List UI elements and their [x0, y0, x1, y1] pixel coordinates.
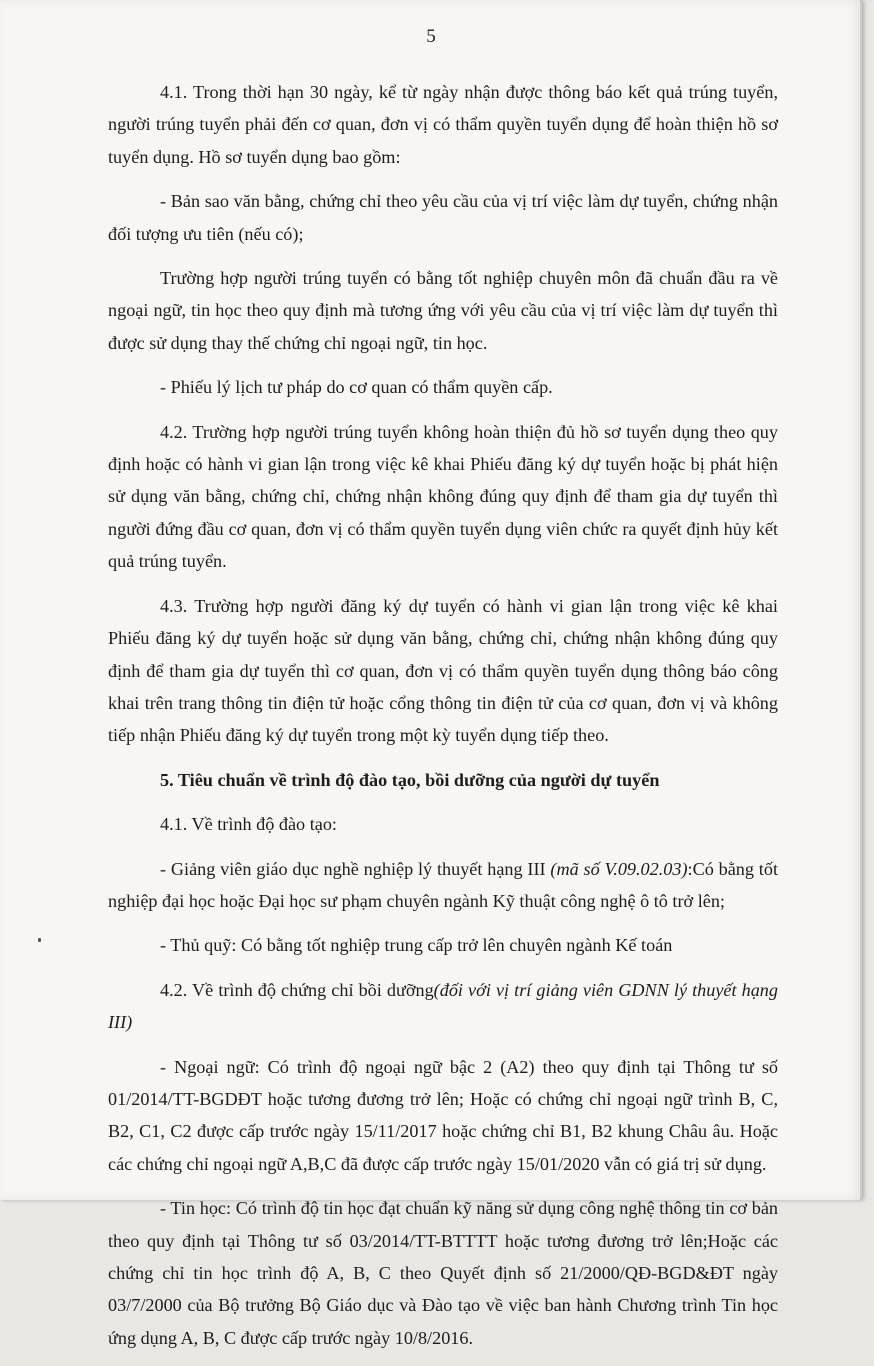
certificate-level-note: (đối với vị trí giảng viên GDNN lý thuyết hạng III)	[108, 979, 778, 1033]
lecturer-degree-text: :Có bằng tốt nghiệp đại học hoặc Đại học sư phạm chuyên ngành Kỹ thuật công nghệ ô tô trở lên;	[108, 858, 779, 911]
paragraph-copy-certificates: - Bản sao văn bằng, chứng chỉ theo yêu cầu của vị trí việc làm dự tuyển, chứng nhận đối tượng ưu tiên (nếu có);	[108, 191, 778, 244]
lecturer-code: (mã số V.09.02.03)	[550, 858, 688, 879]
paragraph-lecturer-requirement	[108, 853, 778, 918]
page-edge-shadow	[860, 0, 862, 1200]
lecturer-text: - Giảng viên giáo dục nghề nghiệp lý thuyết hạng III	[160, 858, 551, 879]
certificate-level-text: 4.2. Về trình độ chứng chỉ bồi dưỡng	[160, 979, 434, 1000]
paragraph-4-2-incomplete: 4.2. Trường hợp người trúng tuyển không hoàn thiện đủ hồ sơ tuyển dụng theo quy định hoặc có hành vi gian lận trong việc kê khai Phiếu đăng ký dự tuyển hoặc bị phát hiện sử dụng văn bằng, chứng chỉ, chứng nhận không đúng quy định để tham gia dự tuyển thì người đứng đầu cơ quan, đơn vị có thẩm quyền tuyển dụng viên chức ra quyết định hủy kết quả trúng tuyển.	[108, 421, 778, 572]
paragraph-4-3-fraud: 4.3. Trường hợp người đăng ký dự tuyển có hành vi gian lận trong việc kê khai Phiếu đăng ký dự tuyển hoặc sử dụng văn bằng, chứng chỉ, chứng nhận không đúng quy định để tham gia dự tuyển thì cơ quan, đơn vị có thẩm quyền tuyển dụng thông báo công khai trên trang thông tin điện tử hoặc cổng thông tin điện tử của cơ quan, đơn vị và không tiếp nhận Phiếu đăng ký dự tuyển trong một kỳ tuyển dụng tiếp theo.	[108, 595, 778, 746]
section-heading-5: 5. Tiêu chuẩn về trình độ đào tạo, bồi dưỡng của người dự tuyển	[160, 769, 660, 790]
paragraph-certificate-level	[108, 974, 778, 1039]
document-body	[108, 76, 778, 1366]
paragraph-4-1-deadline: 4.1. Trong thời hạn 30 ngày, kể từ ngày nhận được thông báo kết quả trúng tuyển, người trúng tuyển phải đến cơ quan, đơn vị có thẩm quyền tuyển dụng để hoàn thiện hồ sơ tuyển dụng. Hồ sơ tuyển dụng bao gồm:	[108, 82, 778, 167]
paragraph-treasurer-requirement: - Thủ quỹ: Có bằng tốt nghiệp trung cấp trở lên chuyên ngành Kế toán	[160, 935, 673, 956]
page-number: 5	[426, 26, 436, 47]
paragraph-informatics: - Tin học: Có trình độ tin học đạt chuẩn kỹ năng sử dụng công nghệ thông tin cơ bản theo quy định tại Thông tư số 03/2014/TT-BTTTT hoặc tương đương trở lên;Hoặc các chứng chỉ tin học trình độ A, B, C theo Quyết định số 21/2000/QĐ-BGD&ĐT ngày 03/7/2000 của Bộ trưởng Bộ Giáo dục và Đào tạo về việc ban hành Chương trình Tin học ứng dụng A, B, C được cấp trước ngày 10/8/2016.	[108, 1198, 778, 1348]
paragraph-degree-substitute: Trường hợp người trúng tuyển có bằng tốt nghiệp chuyên môn đã chuẩn đầu ra về ngoại ngữ, tin học theo quy định mà tương ứng với yêu cầu của vị trí việc làm dự tuyển thì được sử dụng thay thế chứng chỉ ngoại ngữ, tin học.	[108, 268, 778, 353]
paragraph-training-level: 4.1. Về trình độ đào tạo:	[160, 814, 337, 835]
paragraph-judicial-record: - Phiếu lý lịch tư pháp do cơ quan có thẩm quyền cấp.	[160, 377, 553, 398]
scan-speck	[38, 938, 41, 942]
paragraph-foreign-language: - Ngoại ngữ: Có trình độ ngoại ngữ bậc 2 (A2) theo quy định tại Thông tư số 01/2014/TT-BGDĐT hoặc tương đương trở lên; Hoặc có chứng chỉ ngoại ngữ trình B, C, B2, C1, C2 được cấp trước ngày 15/11/2017 hoặc chứng chỉ B1, B2 khung Châu âu. Hoặc các chứng chỉ ngoại ngữ A,B,C đã được cấp trước ngày 15/01/2020 vẫn có giá trị sử dụng.	[108, 1056, 778, 1174]
